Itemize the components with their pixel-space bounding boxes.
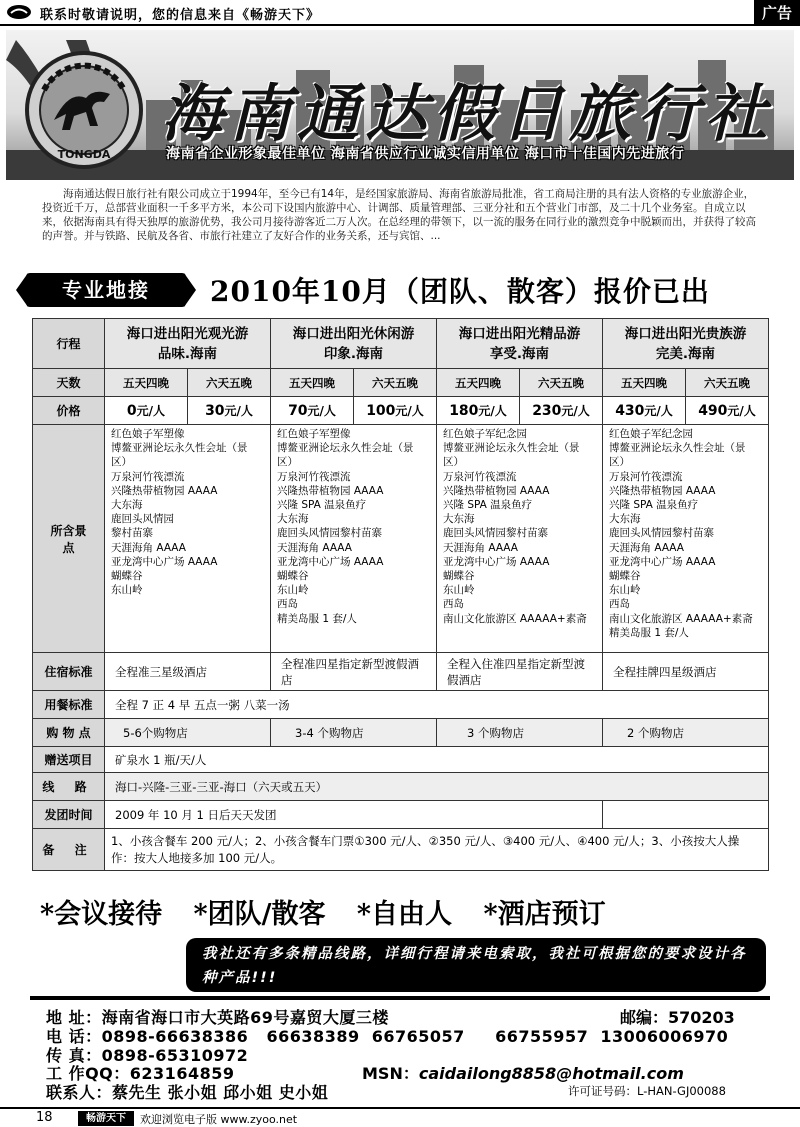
days-row bbox=[33, 369, 769, 397]
qq-value: 623164859 bbox=[129, 1064, 235, 1083]
price-cell bbox=[686, 397, 769, 425]
shop-label: 购 物 点 bbox=[33, 719, 105, 747]
qq-label: 工 作QQ： bbox=[46, 1064, 130, 1083]
ad-tag: 广告 bbox=[754, 0, 800, 26]
gift-row bbox=[33, 747, 769, 773]
address-value: 海南省海口市大英路69号嘉贸大厦三楼 bbox=[101, 1008, 389, 1027]
price-cell bbox=[271, 397, 354, 425]
days-cell: 五天四晚 bbox=[271, 369, 354, 397]
route-4-header bbox=[603, 319, 769, 369]
days-cell: 五天四晚 bbox=[603, 369, 686, 397]
hotel-row bbox=[33, 653, 769, 691]
price-unit: 元/人 bbox=[395, 404, 424, 418]
service-item: *自由人 bbox=[356, 899, 453, 930]
meal-cell: 全程 7 正 4 早 五点一粥 八菜一汤 bbox=[105, 691, 769, 719]
postcode-value: 570203 bbox=[668, 1008, 735, 1027]
depart-cell: 2009 年 10 月 1 日后天天发团 bbox=[105, 801, 603, 829]
magazine-name: 畅游天下 bbox=[78, 1111, 134, 1126]
days-cell: 六天五晚 bbox=[354, 369, 437, 397]
price-cell bbox=[105, 397, 188, 425]
route-4-sub: 完美.海南 bbox=[655, 345, 716, 362]
fax-value: 0898-65310972 bbox=[101, 1046, 249, 1065]
route-3-header bbox=[437, 319, 603, 369]
gift-cell: 矿泉水 1 瓶/天/人 bbox=[105, 747, 769, 773]
route-2-sub: 印象.海南 bbox=[323, 345, 384, 362]
price-value: 430 bbox=[615, 403, 645, 419]
days-cell: 六天五晚 bbox=[686, 369, 769, 397]
hotel-label: 住宿标准 bbox=[33, 653, 105, 691]
shop-cell: 3-4 个购物店 bbox=[271, 719, 437, 747]
price-unit: 元/人 bbox=[644, 404, 673, 418]
price-unit: 元/人 bbox=[561, 404, 590, 418]
license-number: 许可证号码：L-HAN-GJ00088 bbox=[568, 1084, 726, 1098]
shop-cell: 2 个购物店 bbox=[603, 719, 769, 747]
company-honors: 海南省企业形象最佳单位 海南省供应行业诚实信用单位 海口市十佳国内先进旅行 bbox=[166, 146, 685, 162]
magazine-logo-icon bbox=[6, 4, 32, 20]
price-unit: 元/人 bbox=[727, 404, 756, 418]
depart-empty-cell bbox=[603, 801, 769, 829]
services-list bbox=[40, 892, 780, 932]
price-cell bbox=[437, 397, 520, 425]
divider bbox=[30, 996, 770, 1000]
route-1-header bbox=[105, 319, 271, 369]
seal-text: TONGDA bbox=[57, 148, 111, 161]
msn-line bbox=[362, 1061, 684, 1084]
days-cell: 六天五晚 bbox=[188, 369, 271, 397]
note-label: 备 注 bbox=[33, 829, 105, 871]
shop-row bbox=[33, 719, 769, 747]
people-line bbox=[46, 1080, 328, 1103]
source-notice: 联系时敬请说明，您的信息来自《畅游天下》 bbox=[40, 8, 321, 23]
note-row bbox=[33, 829, 769, 871]
price-unit: 元/人 bbox=[224, 404, 253, 418]
hotel-cell: 全程入住准四星指定新型渡假酒店 bbox=[437, 653, 603, 691]
price-value: 30 bbox=[205, 403, 225, 419]
route-2-header bbox=[271, 319, 437, 369]
hotel-cell: 全程准四星指定新型渡假酒店 bbox=[271, 653, 437, 691]
address-label: 地 址： bbox=[46, 1008, 102, 1027]
days-cell: 五天四晚 bbox=[105, 369, 188, 397]
company-name: 海南通达假日旅行社 bbox=[161, 77, 774, 150]
route-2-name: 海口进出阳光休闲游 bbox=[292, 325, 415, 342]
route-4-spots: 红色娘子军纪念园 博鳌亚洲论坛永久性会址（景区） 万泉河竹筏漂流 兴隆热带植物园 AAAA 兴隆 SPA 温泉鱼疗 大东海 鹿回头风情园黎村苗寨 天涯海角 AAAA 亚龙湾中心广场 AAAA 蝴蝶谷 东山岭 西岛 南山文化旅游区 AAAAA+素斋 精美岛服 1 套/人 bbox=[603, 425, 769, 653]
msn-label: MSN： bbox=[362, 1064, 419, 1083]
price-label: 价格 bbox=[33, 397, 105, 425]
phone-label: 电 话： bbox=[46, 1027, 102, 1046]
line-row bbox=[33, 773, 769, 801]
price-row bbox=[33, 397, 769, 425]
line-label: 线 路 bbox=[33, 773, 105, 801]
note-cell: 1、小孩含餐车 200 元/人；2、小孩含餐车门票①300 元/人、②350 元/人、③400 元/人、④400 元/人；3、小孩按大人操作：按大人地接多加 100 元/人。 bbox=[105, 829, 769, 871]
price-value: 180 bbox=[449, 403, 479, 419]
hotel-cell: 全程准三星级酒店 bbox=[105, 653, 271, 691]
route-2-spots: 红色娘子军塑像 博鳌亚洲论坛永久性会址（景区） 万泉河竹筏漂流 兴隆热带植物园 AAAA 兴隆 SPA 温泉鱼疗 大东海 鹿回头风情园黎村苗寨 天涯海角 AAAA 亚龙湾中心广场 AAAA 蝴蝶谷 东山岭 西岛 精美岛服 1 套/人 bbox=[271, 425, 437, 653]
top-bar bbox=[0, 0, 800, 26]
line-cell: 海口-兴隆-三亚-三亚-海口（六天或五天） bbox=[105, 773, 769, 801]
price-cell bbox=[354, 397, 437, 425]
meal-row bbox=[33, 691, 769, 719]
spots-row bbox=[33, 425, 769, 653]
local-service-tag: 专业地接 bbox=[26, 273, 186, 307]
days-cell: 五天四晚 bbox=[437, 369, 520, 397]
route-4-name: 海口进出阳光贵族游 bbox=[624, 325, 747, 342]
price-value: 0 bbox=[126, 403, 137, 419]
spots-label: 所含景点 bbox=[33, 425, 105, 653]
more-routes-banner: 我社还有多条精品线路，详细行程请来电索取，我社可根据您的要求设计各种产品!!! bbox=[186, 938, 766, 992]
company-seal-logo bbox=[24, 50, 144, 170]
people-value: 蔡先生 张小姐 邱小姐 史小姐 bbox=[112, 1083, 329, 1102]
website-link[interactable]: 欢迎浏览电子版 www.zyoo.net bbox=[140, 1113, 298, 1126]
route-1-name: 海口进出阳光观光游 bbox=[126, 325, 249, 342]
route-1-spots: 红色娘子军塑像 博鳌亚洲论坛永久性会址（景区） 万泉河竹筏漂流 兴隆热带植物园 AAAA 大东海 鹿回头风情园 黎村苗寨 天涯海角 AAAA 亚龙湾中心广场 AAAA 蝴蝶谷 东山岭 bbox=[105, 425, 271, 653]
shop-cell: 3 个购物店 bbox=[437, 719, 603, 747]
page-title: 2010年10月（团队、散客）报价已出 bbox=[210, 275, 710, 308]
service-item: *会议接待 bbox=[40, 899, 163, 930]
depart-label: 发团时间 bbox=[33, 801, 105, 829]
service-item: *团队/散客 bbox=[193, 899, 326, 930]
price-table bbox=[32, 318, 769, 871]
days-label: 天数 bbox=[33, 369, 105, 397]
depart-row bbox=[33, 801, 769, 829]
price-cell bbox=[188, 397, 271, 425]
hotel-cell: 全程挂牌四星级酒店 bbox=[603, 653, 769, 691]
gift-label: 赠送项目 bbox=[33, 747, 105, 773]
price-unit: 元/人 bbox=[136, 404, 166, 418]
price-value: 230 bbox=[532, 403, 562, 419]
title-row bbox=[20, 268, 780, 312]
price-value: 490 bbox=[698, 403, 728, 419]
price-cell bbox=[603, 397, 686, 425]
days-cell: 六天五晚 bbox=[520, 369, 603, 397]
fax-label: 传 真： bbox=[46, 1046, 102, 1065]
company-intro: 海南通达假日旅行社有限公司成立于1994年，至今已有14年，是经国家旅游局、海南省旅游局批准，省工商局注册的具有法人资格的专业旅游企业，投资近千万，总部营业面积一千多平方米，本公司下设国内旅游中心、计调部、质量管理部、三亚分社和五个营业门市部，及二十几个业务室。自成立以来，依据海南具有得天独厚的旅游优势，我公司月接待游客近二万人次。在总经理的带领下，以一流的服务在同行业的激烈竞争中脱颖而出，并获得了较高的声誉。并与铁路、民航及各省、市旅行社建立了友好合作的业务关系，还与宾馆、... bbox=[42, 188, 756, 242]
people-label: 联系人： bbox=[46, 1083, 113, 1102]
postcode-label: 邮编： bbox=[620, 1008, 669, 1027]
route-label: 行程 bbox=[33, 319, 105, 369]
route-3-spots: 红色娘子军纪念园 博鳌亚洲论坛永久性会址（景区） 万泉河竹筏漂流 兴隆热带植物园 AAAA 兴隆 SPA 温泉鱼疗 大东海 鹿回头风情园黎村苗寨 天涯海角 AAAA 亚龙湾中心广场 AAAA 蝴蝶谷 东山岭 西岛 南山文化旅游区 AAAAA+素斋 bbox=[437, 425, 603, 653]
price-unit: 元/人 bbox=[307, 404, 336, 418]
price-value: 70 bbox=[288, 403, 308, 419]
price-value: 100 bbox=[366, 403, 396, 419]
route-row bbox=[33, 319, 769, 369]
route-3-sub: 享受.海南 bbox=[489, 345, 550, 362]
price-cell bbox=[520, 397, 603, 425]
page-number: 18 bbox=[36, 1110, 53, 1125]
service-item: *酒店预订 bbox=[483, 899, 606, 930]
route-1-sub: 品味.海南 bbox=[157, 345, 218, 362]
price-unit: 元/人 bbox=[478, 404, 507, 418]
shop-cell: 5-6个购物店 bbox=[105, 719, 271, 747]
phone-value: 0898-66638386 66638389 66765057 66755957 13006006970 bbox=[101, 1027, 729, 1046]
header-banner bbox=[6, 30, 794, 180]
meal-label: 用餐标准 bbox=[33, 691, 105, 719]
msn-value: caidailong8858@hotmail.com bbox=[418, 1064, 684, 1083]
page-footer bbox=[0, 1107, 800, 1127]
route-3-name: 海口进出阳光精品游 bbox=[458, 325, 581, 342]
